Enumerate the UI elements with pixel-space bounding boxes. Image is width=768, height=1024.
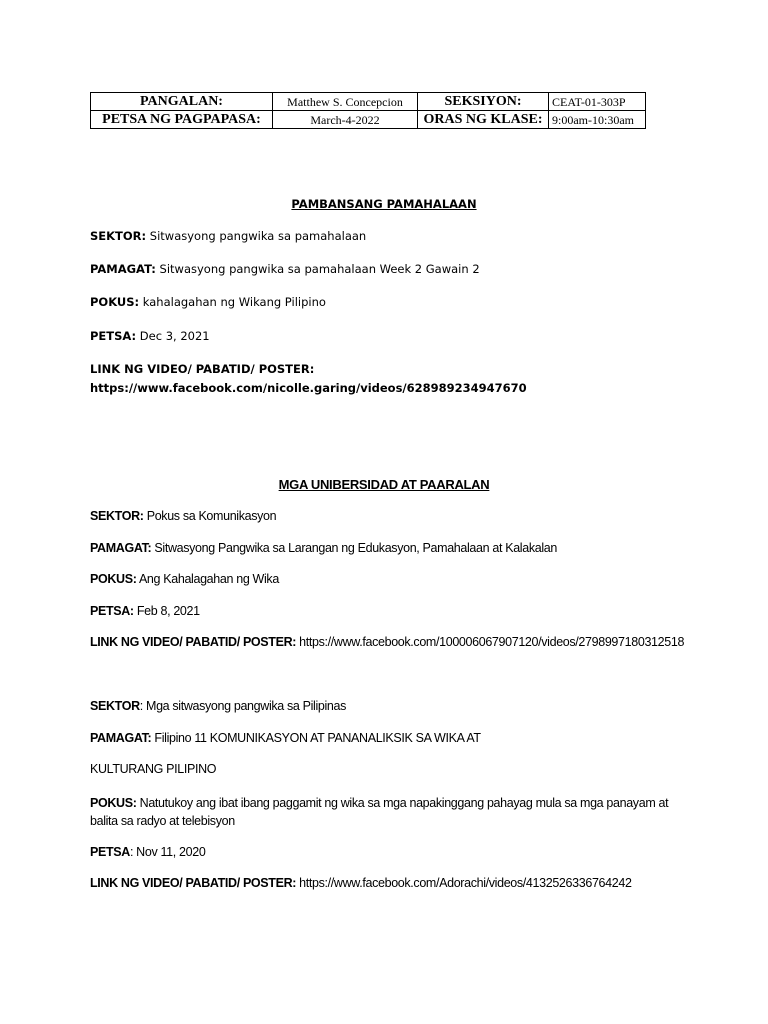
petsa-line [90,329,210,343]
pamagat-cont-line [90,762,216,776]
link-line [90,362,314,376]
pokus-label: POKUS: [90,796,137,810]
class-time-value: 9:00am-10:30am [549,111,646,129]
pamagat-value: Sitwasyong Pangwika sa Larangan ng Edukasyon, Pamahalaan at Kalakalan [151,541,557,555]
sektor-label: SEKTOR: [90,509,144,523]
pokus-value: Natutukoy ang ibat ibang paggamit ng wika sa mga napakinggang pahayag mula sa mga panayam at balita sa radyo at telebisyon [90,796,669,828]
pamagat-label: PAMAGAT: [90,541,152,555]
pamagat-continuation: KULTURANG PILIPINO [90,762,217,776]
pokus-label: POKUS: [90,295,140,309]
info-row-name [91,93,646,111]
pamagat-value: Sitwasyong pangwika sa pamahalaan Week 2 Gawain 2 [155,262,480,276]
student-info-table [90,92,646,129]
info-row-date [91,111,646,129]
pamagat-line [90,262,480,276]
petsa-value: Dec 3, 2021 [136,329,210,343]
link-line [90,635,684,649]
sektor-line [90,229,366,243]
sektor-line [90,509,276,523]
name-value: Matthew S. Concepcion [273,93,418,111]
petsa-label: PETSA: [90,604,134,618]
link-label: LINK NG VIDEO/ PABATID/ POSTER: [90,635,297,649]
petsa-value: Feb 8, 2021 [133,604,200,618]
pokus-line [90,794,690,830]
sektor-label: SEKTOR: [90,229,147,243]
submission-date-label: PETSA NG PAGPAPASA: [91,111,273,129]
pamagat-value: Filipino 11 KOMUNIKASYON AT PANANALIKSIK SA WIKA AT [151,731,481,745]
link-label: LINK NG VIDEO/ PABATID/ POSTER: [90,876,297,890]
pamagat-line [90,731,481,745]
pokus-label: POKUS: [90,572,137,586]
submission-date-value: March-4-2022 [273,111,418,129]
sektor-value: : Mga sitwasyong pangwika sa Pilipinas [139,699,347,713]
pokus-line [90,295,326,309]
link-line [90,876,632,890]
petsa-label: PETSA [90,845,130,859]
section-value: CEAT-01-303P [549,93,646,111]
pamagat-label: PAMAGAT: [90,731,152,745]
link-value: https://www.facebook.com/nicolle.garing/videos/628989234947670 [90,381,527,395]
pokus-line [90,572,279,586]
sektor-label: SEKTOR [90,699,140,713]
petsa-label: PETSA: [90,329,137,343]
pokus-value: kahalagahan ng Wikang Pilipino [139,295,326,309]
petsa-line [90,604,200,618]
pamagat-label: PAMAGAT: [90,262,156,276]
section-heading: PAMBANSANG PAMAHALAAN [291,197,477,211]
link-url-line [90,381,527,395]
sektor-value: Pokus sa Komunikasyon [143,509,277,523]
link-label: LINK NG VIDEO/ PABATID/ POSTER: [90,362,315,376]
link-value: https://www.facebook.com/100006067907120/videos/2798997180312518 [296,635,685,649]
section-label: SEKSIYON: [418,93,549,111]
link-value: https://www.facebook.com/Adorachi/videos/4132526336764242 [296,876,632,890]
pamagat-line [90,541,557,555]
name-label: PANGALAN: [91,93,273,111]
sektor-value: Sitwasyong pangwika sa pamahalaan [146,229,367,243]
section-heading: MGA UNIBERSIDAD AT PAARALAN [278,477,490,492]
class-time-label: ORAS NG KLASE: [418,111,549,129]
sektor-line [90,699,346,713]
petsa-line [90,845,205,859]
petsa-value: : Nov 11, 2020 [129,845,206,859]
pokus-value: Ang Kahalagahan ng Wika [136,572,279,586]
